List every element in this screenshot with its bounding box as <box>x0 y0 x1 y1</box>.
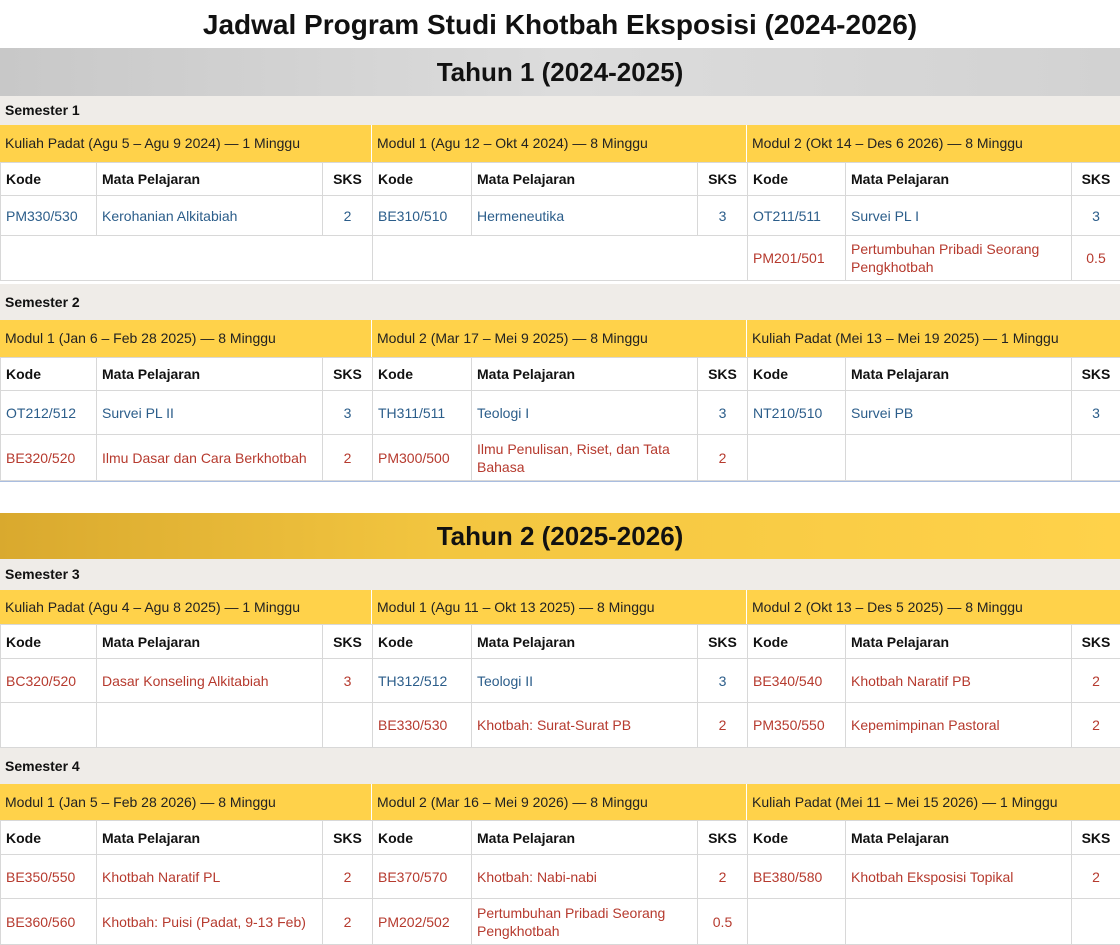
course-credits: 0.5 <box>698 899 748 945</box>
module-header: Kuliah Padat (Mei 13 – Mei 19 2025) — 1 Minggu <box>747 320 1120 357</box>
course-name: Khotbah: Nabi-nabi <box>472 855 698 899</box>
course-credits: 0.5 <box>1072 236 1120 281</box>
column-header-course: Mata Pelajaran <box>472 358 698 391</box>
course-code: BE380/580 <box>748 855 846 899</box>
module-header: Modul 1 (Jan 5 – Feb 28 2026) — 8 Minggu <box>0 784 372 820</box>
table-row <box>373 659 748 703</box>
course-credits: 2 <box>1072 659 1120 703</box>
column-header-code: Kode <box>1 821 97 855</box>
table-row <box>1 435 373 481</box>
course-code: BE320/520 <box>1 435 97 481</box>
column-header-course: Mata Pelajaran <box>846 625 1072 659</box>
column-header-course: Mata Pelajaran <box>97 821 323 855</box>
table-header-row <box>748 821 1120 855</box>
course-name: Survei PL I <box>846 196 1072 236</box>
course-code: PM201/501 <box>748 236 846 281</box>
module-header: Kuliah Padat (Agu 5 – Agu 9 2024) — 1 Minggu <box>0 125 372 162</box>
course-code: BE370/570 <box>373 855 472 899</box>
table-header-row <box>748 625 1120 659</box>
table-row <box>373 391 748 435</box>
table-header-row <box>373 163 748 196</box>
course-name: Khotbah Naratif PL <box>97 855 323 899</box>
column-header-credits: SKS <box>1072 163 1120 196</box>
column-header-code: Kode <box>1 163 97 196</box>
semester-label: Semester 3 <box>0 559 1120 590</box>
table-row <box>748 391 1120 435</box>
column-header-code: Kode <box>748 163 846 196</box>
module-header: Modul 1 (Jan 6 – Feb 28 2025) — 8 Minggu <box>0 320 372 357</box>
course-code: BE340/540 <box>748 659 846 703</box>
table-header-row <box>1 163 373 196</box>
course-credits: 2 <box>698 703 748 748</box>
table-header-row <box>1 625 373 659</box>
course-credits: 2 <box>323 435 373 481</box>
course-table <box>0 162 373 281</box>
column-header-course: Mata Pelajaran <box>97 625 323 659</box>
course-credits <box>1072 435 1120 481</box>
column-header-course: Mata Pelajaran <box>472 163 698 196</box>
course-table <box>372 820 748 945</box>
course-code <box>1 703 97 748</box>
page-title: Jadwal Program Studi Khotbah Eksposisi (2024-2026) <box>0 0 1120 49</box>
course-name: Teologi II <box>472 659 698 703</box>
module-header: Kuliah Padat (Agu 4 – Agu 8 2025) — 1 Minggu <box>0 590 372 624</box>
column-header-code: Kode <box>373 625 472 659</box>
year-2-header: Tahun 2 (2025-2026) <box>0 513 1120 559</box>
column-header-credits: SKS <box>323 163 373 196</box>
course-code <box>748 435 846 481</box>
table-header-row <box>748 163 1120 196</box>
course-credits <box>1072 899 1120 945</box>
course-credits: 2 <box>698 855 748 899</box>
column-header-credits: SKS <box>323 625 373 659</box>
table-row <box>373 236 748 281</box>
column-header-course: Mata Pelajaran <box>846 163 1072 196</box>
table-row <box>1 855 373 899</box>
course-code: PM330/530 <box>1 196 97 236</box>
table-row <box>1 703 373 748</box>
course-credits <box>323 703 373 748</box>
course-name: Ilmu Penulisan, Riset, dan Tata Bahasa <box>472 435 698 481</box>
course-name <box>846 899 1072 945</box>
course-name: Survei PL II <box>97 391 323 435</box>
course-code: OT212/512 <box>1 391 97 435</box>
table-header-row <box>373 821 748 855</box>
course-code: TH312/512 <box>373 659 472 703</box>
column-header-code: Kode <box>373 821 472 855</box>
column-header-credits: SKS <box>698 625 748 659</box>
course-code: PM300/500 <box>373 435 472 481</box>
course-code: BE330/530 <box>373 703 472 748</box>
column-header-credits: SKS <box>698 358 748 391</box>
table-row <box>373 703 748 748</box>
table-row <box>748 703 1120 748</box>
module-header: Kuliah Padat (Mei 11 – Mei 15 2026) — 1 Minggu <box>747 784 1120 820</box>
column-header-code: Kode <box>1 625 97 659</box>
table-row <box>748 659 1120 703</box>
course-credits: 3 <box>1072 196 1120 236</box>
course-name: Kerohanian Alkitabiah <box>97 196 323 236</box>
column-header-credits: SKS <box>323 821 373 855</box>
column-header-code: Kode <box>748 821 846 855</box>
module-header: Modul 1 (Agu 11 – Okt 13 2025) — 8 Minggu <box>372 590 747 624</box>
course-code <box>748 899 846 945</box>
column-header-code: Kode <box>373 358 472 391</box>
course-name: Khotbah: Puisi (Padat, 9-13 Feb) <box>97 899 323 945</box>
column-header-course: Mata Pelajaran <box>472 821 698 855</box>
semester-label: Semester 1 <box>0 96 1120 125</box>
course-name: Khotbah: Surat-Surat PB <box>472 703 698 748</box>
table-row <box>748 236 1120 281</box>
column-header-course: Mata Pelajaran <box>97 163 323 196</box>
table-row <box>748 435 1120 481</box>
course-code: BE310/510 <box>373 196 472 236</box>
table-row <box>373 435 748 481</box>
course-code: TH311/511 <box>373 391 472 435</box>
table-row <box>1 236 373 281</box>
course-code: NT210/510 <box>748 391 846 435</box>
course-table <box>372 162 748 281</box>
course-name <box>97 703 323 748</box>
column-header-course: Mata Pelajaran <box>97 358 323 391</box>
course-table <box>0 624 373 748</box>
course-code: BE350/550 <box>1 855 97 899</box>
course-name: Khotbah Naratif PB <box>846 659 1072 703</box>
column-header-credits: SKS <box>698 821 748 855</box>
column-header-code: Kode <box>1 358 97 391</box>
module-header: Modul 2 (Mar 17 – Mei 9 2025) — 8 Minggu <box>372 320 747 357</box>
table-row <box>373 855 748 899</box>
course-credits: 2 <box>323 196 373 236</box>
empty-cell <box>373 236 748 281</box>
column-header-credits: SKS <box>1072 821 1120 855</box>
module-header: Modul 2 (Okt 14 – Des 6 2026) — 8 Minggu <box>747 125 1120 162</box>
course-code: PM202/502 <box>373 899 472 945</box>
module-header: Modul 2 (Mar 16 – Mei 9 2026) — 8 Minggu <box>372 784 747 820</box>
empty-cell <box>1 236 373 281</box>
table-row <box>373 196 748 236</box>
course-name: Kepemimpinan Pastoral <box>846 703 1072 748</box>
table-header-row <box>373 358 748 391</box>
table-row <box>748 855 1120 899</box>
course-credits: 3 <box>698 196 748 236</box>
column-header-code: Kode <box>748 358 846 391</box>
course-table <box>0 820 373 945</box>
table-header-row <box>373 625 748 659</box>
table-row <box>1 899 373 945</box>
semester-label: Semester 2 <box>0 284 1120 320</box>
course-table <box>0 357 373 481</box>
course-credits: 3 <box>1072 391 1120 435</box>
course-name: Khotbah Eksposisi Topikal <box>846 855 1072 899</box>
course-credits: 3 <box>323 659 373 703</box>
course-code: BC320/520 <box>1 659 97 703</box>
course-code: OT211/511 <box>748 196 846 236</box>
table-header-row <box>1 821 373 855</box>
course-credits: 2 <box>323 899 373 945</box>
course-credits: 3 <box>698 659 748 703</box>
table-row <box>748 899 1120 945</box>
table-row <box>1 391 373 435</box>
table-row <box>1 659 373 703</box>
table-header-row <box>748 358 1120 391</box>
column-header-credits: SKS <box>1072 625 1120 659</box>
table-row <box>748 196 1120 236</box>
table-row <box>1 196 373 236</box>
course-name: Survei PB <box>846 391 1072 435</box>
course-code: BE360/560 <box>1 899 97 945</box>
course-credits: 2 <box>1072 855 1120 899</box>
column-header-code: Kode <box>373 163 472 196</box>
table-row <box>373 899 748 945</box>
course-table <box>747 162 1120 281</box>
year-1-header: Tahun 1 (2024-2025) <box>0 48 1120 96</box>
column-header-course: Mata Pelajaran <box>846 821 1072 855</box>
course-name: Dasar Konseling Alkitabiah <box>97 659 323 703</box>
column-header-code: Kode <box>748 625 846 659</box>
course-name: Hermeneutika <box>472 196 698 236</box>
course-credits: 3 <box>698 391 748 435</box>
course-credits: 2 <box>323 855 373 899</box>
course-table <box>372 624 748 748</box>
module-header: Modul 2 (Okt 13 – Des 5 2025) — 8 Minggu <box>747 590 1120 624</box>
column-header-credits: SKS <box>698 163 748 196</box>
semester-label: Semester 4 <box>0 748 1120 784</box>
table-header-row <box>1 358 373 391</box>
course-name: Pertumbuhan Pribadi Seorang Pengkhotbah <box>846 236 1072 281</box>
module-header: Modul 1 (Agu 12 – Okt 4 2024) — 8 Minggu <box>372 125 747 162</box>
course-credits: 2 <box>1072 703 1120 748</box>
column-header-course: Mata Pelajaran <box>846 358 1072 391</box>
course-name: Teologi I <box>472 391 698 435</box>
course-table <box>372 357 748 481</box>
column-header-credits: SKS <box>1072 358 1120 391</box>
column-header-course: Mata Pelajaran <box>472 625 698 659</box>
course-table <box>747 820 1120 945</box>
course-name: Ilmu Dasar dan Cara Berkhotbah <box>97 435 323 481</box>
course-code: PM350/550 <box>748 703 846 748</box>
course-name: Pertumbuhan Pribadi Seorang Pengkhotbah <box>472 899 698 945</box>
course-credits: 3 <box>323 391 373 435</box>
course-name <box>846 435 1072 481</box>
column-header-credits: SKS <box>323 358 373 391</box>
course-table <box>747 357 1120 481</box>
course-credits: 2 <box>698 435 748 481</box>
course-table <box>747 624 1120 748</box>
